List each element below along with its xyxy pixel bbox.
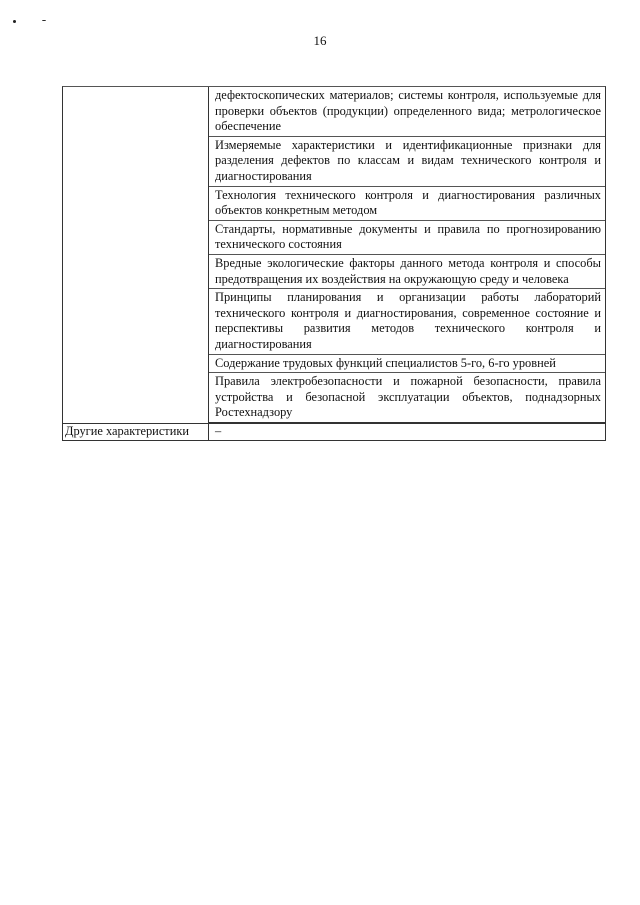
table-cell: Вредные экологические факторы данного метода контроля и способы предотвращения их воздействия на окружающую среду и человека xyxy=(209,255,605,289)
scan-speck xyxy=(13,20,16,23)
table-cell: Содержание трудовых функций специалистов 5-го, 6-го уровней xyxy=(209,355,605,374)
page-number: 16 xyxy=(313,33,327,48)
other-characteristics-row xyxy=(62,423,606,441)
table-left-column xyxy=(63,87,209,423)
table-cell: Технология технического контроля и диагностирования различных объектов конкретным методом xyxy=(209,187,605,221)
table-right-column xyxy=(209,87,605,423)
other-characteristics-value: – xyxy=(215,424,222,438)
table-cell: Принципы планирования и организации работы лабораторий технического контроля и диагностирования, современное состояние и перспективы развития методов технического контроля и диагностирования xyxy=(209,289,605,354)
table-cell: Измеряемые характеристики и идентификационные признаки для разделения дефектов по классам и видам технического контроля и диагностирования xyxy=(209,137,605,187)
table-cell: Правила электробезопасности и пожарной безопасности, правила устройства и безопасной эксплуатации объектов, поднадзорных Ростехнадзору xyxy=(209,373,605,423)
other-characteristics-label: Другие характеристики xyxy=(63,423,209,440)
scan-speck xyxy=(42,20,46,21)
table-cell: дефектоскопических материалов; системы контроля, используемые для проверки объектов (продукции) определенного вида; метрологическое обеспечение xyxy=(209,87,605,137)
table-cell: Стандарты, нормативные документы и правила по прогнозированию технического состояния xyxy=(209,221,605,255)
knowledge-table xyxy=(62,86,606,424)
